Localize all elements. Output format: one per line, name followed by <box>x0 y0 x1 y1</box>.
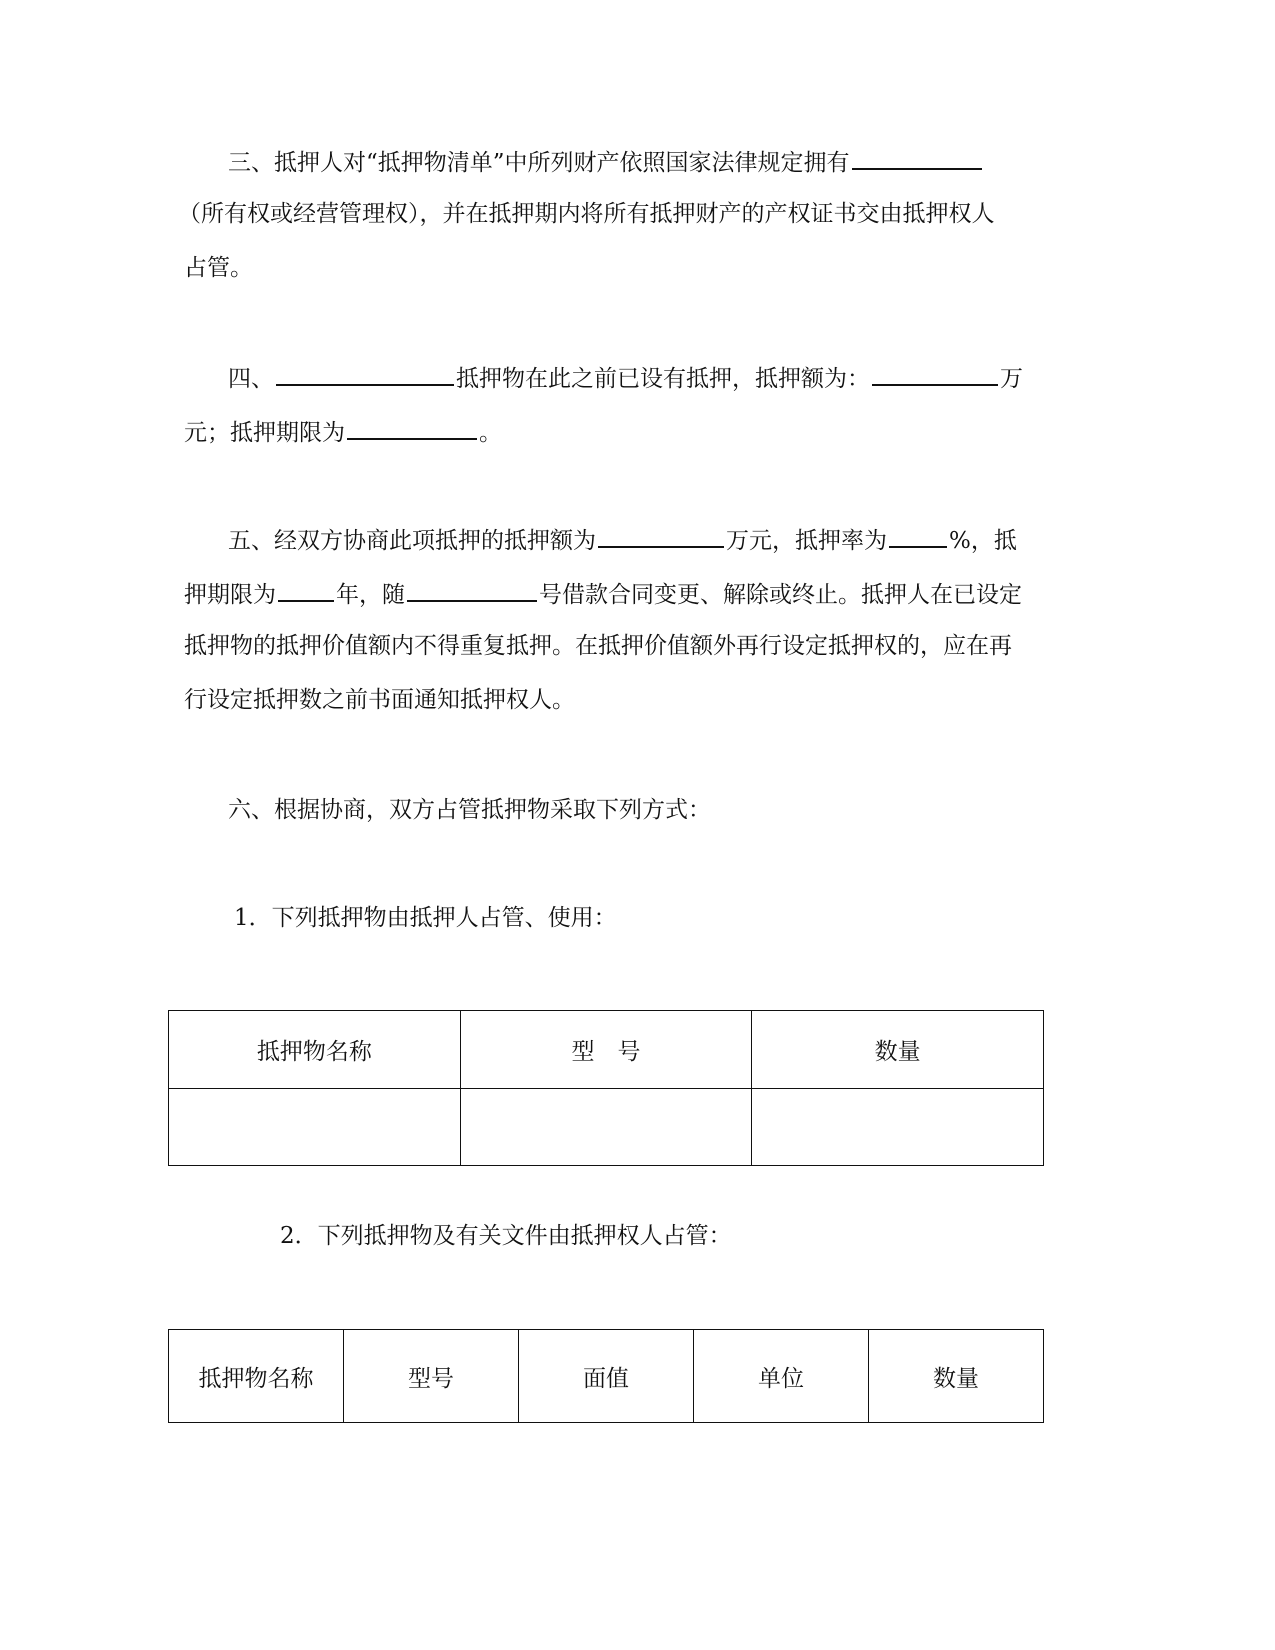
section5-text-h: 行设定抵押数之前书面通知抵押权人。 <box>184 687 575 713</box>
table-header-row <box>169 1330 1044 1423</box>
section3-text1: 三、抵押人对“抵押物清单”中所列财产依照国家法律规定拥有 <box>228 150 850 176</box>
header-cell-name: 抵押物名称 <box>169 1330 344 1423</box>
mortgage-years-blank[interactable] <box>278 576 334 602</box>
section4-text-e: 。 <box>479 420 502 446</box>
section4-line2 <box>184 414 502 449</box>
prior-mortgage-item-blank[interactable] <box>276 360 454 386</box>
section5-text-a: 五、经双方协商此项抵押的抵押额为 <box>228 528 596 554</box>
mortgage-amount-blank[interactable] <box>598 522 724 548</box>
section5-text-c: %，抵 <box>949 528 1017 554</box>
section4-line1 <box>228 360 1023 395</box>
header-cell-quantity: 数量 <box>752 1011 1044 1089</box>
ownership-blank[interactable] <box>852 144 982 170</box>
section3-line1 <box>228 144 984 179</box>
section5-line3 <box>184 630 1012 662</box>
prior-mortgage-term-blank[interactable] <box>347 414 477 440</box>
header-cell-model: 型 号 <box>460 1011 752 1089</box>
section6-heading-text: 六、根据协商，双方占管抵押物采取下列方式： <box>228 797 711 823</box>
section5-text-d: 押期限为 <box>184 582 276 608</box>
cell-name[interactable] <box>169 1089 461 1166</box>
section5-line4 <box>184 684 575 716</box>
mortgage-rate-blank[interactable] <box>889 522 947 548</box>
section6-item2-text: 2．下列抵押物及有关文件由抵押权人占管： <box>280 1223 732 1249</box>
section6-item2 <box>280 1220 732 1252</box>
section5-text-f: 号借款合同变更、解除或终止。抵押人在已设定 <box>539 582 1022 608</box>
section3-text2: （所有权或经营管理权），并在抵押期内将所有抵押财产的产权证书交由抵押权人 <box>178 201 995 227</box>
header-cell-unit: 单位 <box>694 1330 869 1423</box>
section5-text-e: 年，随 <box>336 582 405 608</box>
section5-line1 <box>228 522 1017 557</box>
section4-text-c: 万 <box>1000 366 1023 392</box>
mortgagee-held-table <box>168 1329 1044 1423</box>
prior-mortgage-amount-blank[interactable] <box>872 360 998 386</box>
table-header-row <box>169 1011 1044 1089</box>
cell-model[interactable] <box>460 1089 752 1166</box>
section3-text3: 占管。 <box>184 255 253 281</box>
section5-line2 <box>184 576 1022 611</box>
section4-text-a: 四、 <box>228 366 274 392</box>
section6-item1 <box>234 902 617 934</box>
section4-text-d: 元；抵押期限为 <box>184 420 345 446</box>
section5-text-g: 抵押物的抵押价值额内不得重复抵押。在抵押价值额外再行设定抵押权的，应在再 <box>184 633 1012 659</box>
mortgagor-held-table <box>168 1010 1044 1166</box>
table-row <box>169 1089 1044 1166</box>
header-cell-quantity: 数量 <box>869 1330 1044 1423</box>
section6-heading <box>228 794 711 826</box>
header-cell-face-value: 面值 <box>519 1330 694 1423</box>
section5-text-b: 万元，抵押率为 <box>726 528 887 554</box>
section3-line2 <box>178 198 995 230</box>
cell-quantity[interactable] <box>752 1089 1044 1166</box>
section3-line3 <box>184 252 253 284</box>
header-cell-name: 抵押物名称 <box>169 1011 461 1089</box>
header-cell-model: 型号 <box>344 1330 519 1423</box>
section6-item1-text: 1．下列抵押物由抵押人占管、使用： <box>234 905 617 931</box>
section4-text-b: 抵押物在此之前已设有抵押，抵押额为： <box>456 366 870 392</box>
loan-contract-number-blank[interactable] <box>407 576 537 602</box>
